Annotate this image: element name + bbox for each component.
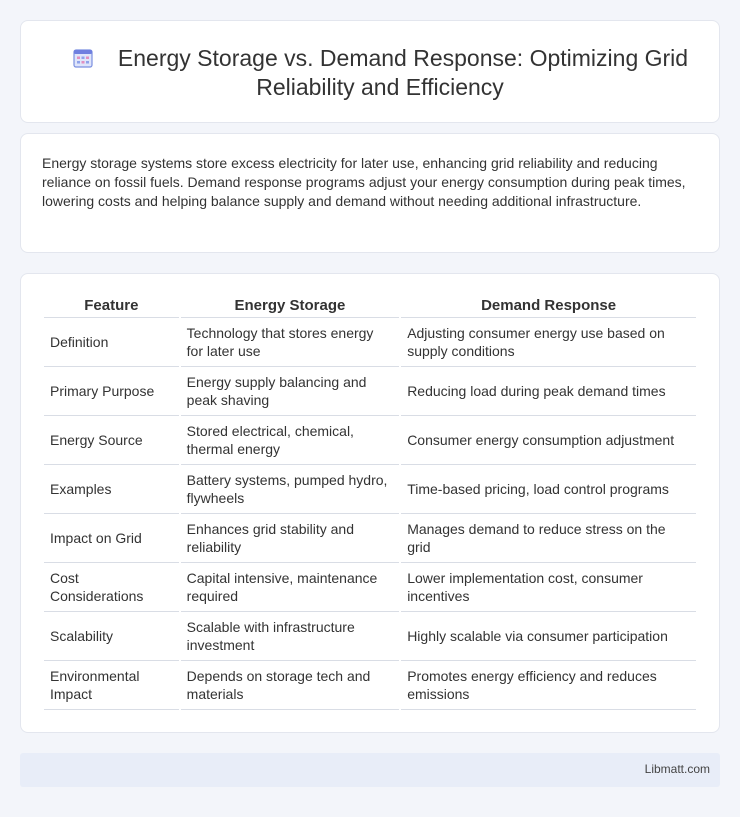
intro-paragraph: Energy storage systems store excess electricity for later use, enhancing grid reliability and reducing reliance on fossil fuels. Demand response programs adjust your energy consumption during peak times, lowering costs and helping balance supply and demand without needing additional infrastructure. xyxy=(42,155,686,209)
footer-site-link[interactable]: Libmatt.com xyxy=(644,762,710,776)
title-wrap xyxy=(61,44,699,102)
table-cell-feature: Energy Source xyxy=(44,416,179,465)
table-cell-demand-response: Consumer energy consumption adjustment xyxy=(401,416,696,465)
table-row xyxy=(44,318,696,367)
table-row xyxy=(44,367,696,416)
header-card xyxy=(20,20,720,123)
table-cell-feature: Examples xyxy=(44,465,179,514)
table-cell-demand-response: Manages demand to reduce stress on the grid xyxy=(401,514,696,563)
table-cell-demand-response: Reducing load during peak demand times xyxy=(401,367,696,416)
page-title-text: Energy Storage vs. Demand Response: Optimizing Grid Reliability and Efficiency xyxy=(117,45,689,100)
intro-card xyxy=(20,133,720,253)
footer-bar xyxy=(20,753,720,787)
table-header-row xyxy=(44,296,696,318)
table-cell-feature: Environmental Impact xyxy=(44,661,179,710)
table-row xyxy=(44,661,696,710)
table-cell-feature: Impact on Grid xyxy=(44,514,179,563)
table-row xyxy=(44,612,696,661)
table-row xyxy=(44,416,696,465)
table-cell-demand-response: Lower implementation cost, consumer incentives xyxy=(401,563,696,612)
table-cell-demand-response: Time-based pricing, load control programs xyxy=(401,465,696,514)
table-cell-energy-storage: Depends on storage tech and materials xyxy=(181,661,400,710)
table-row xyxy=(44,563,696,612)
column-header-demand-response: Demand Response xyxy=(401,296,696,318)
table-cell-demand-response: Adjusting consumer energy use based on supply conditions xyxy=(401,318,696,367)
comparison-table xyxy=(42,296,698,710)
page-title xyxy=(61,44,699,102)
table-cell-feature: Primary Purpose xyxy=(44,367,179,416)
table-cell-energy-storage: Stored electrical, chemical, thermal energy xyxy=(181,416,400,465)
table-cell-feature: Scalability xyxy=(44,612,179,661)
table-cell-feature: Definition xyxy=(44,318,179,367)
table-cell-energy-storage: Enhances grid stability and reliability xyxy=(181,514,400,563)
table-cell-energy-storage: Technology that stores energy for later use xyxy=(181,318,400,367)
table-cell-energy-storage: Energy supply balancing and peak shaving xyxy=(181,367,400,416)
table-cell-energy-storage: Capital intensive, maintenance required xyxy=(181,563,400,612)
table-cell-energy-storage: Battery systems, pumped hydro, flywheels xyxy=(181,465,400,514)
table-row xyxy=(44,514,696,563)
comparison-table-card xyxy=(20,273,720,733)
column-header-energy-storage: Energy Storage xyxy=(181,296,400,318)
table-row xyxy=(44,465,696,514)
table-cell-energy-storage: Scalable with infrastructure investment xyxy=(181,612,400,661)
calendar-grid-icon xyxy=(72,47,94,69)
table-cell-demand-response: Highly scalable via consumer participation xyxy=(401,612,696,661)
column-header-feature: Feature xyxy=(44,296,179,318)
table-cell-feature: Cost Considerations xyxy=(44,563,179,612)
table-cell-demand-response: Promotes energy efficiency and reduces emissions xyxy=(401,661,696,710)
